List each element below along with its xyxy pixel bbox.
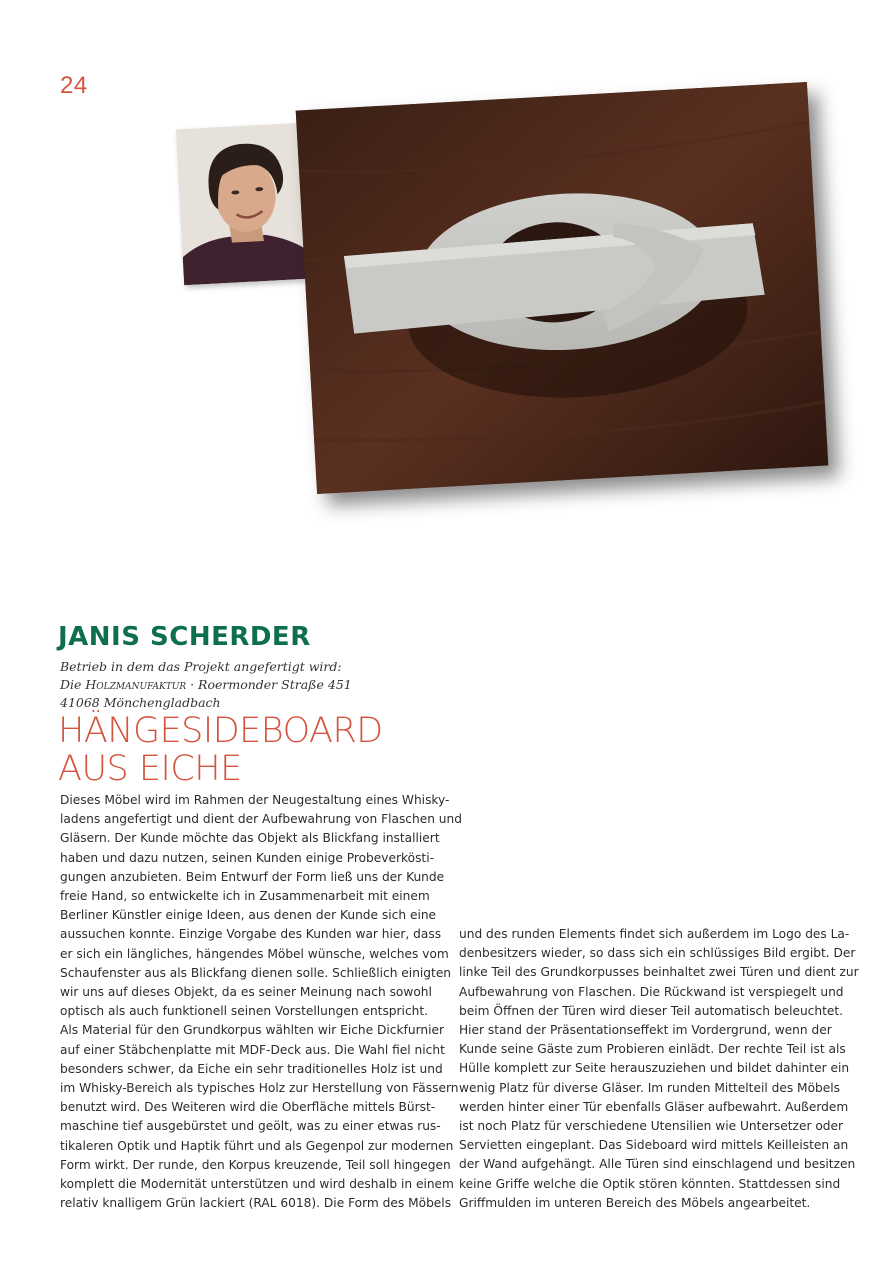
company-address-line [60,676,420,694]
body-text-line: Hülle komplett zur Seite herauszuziehen und bildet dahinter ein [459,1061,850,1076]
body-text-line: auf einer Stäbchenplatte mit MDF-Deck aus. Die Wahl fiel nicht [60,1042,445,1057]
body-text-line: Servietten eingeplant. Das Sideboard wird mittels Keilleisten an [459,1138,849,1153]
body-text-line: freie Hand, so entwickelte ich in Zusammenarbeit mit einem [60,889,430,904]
company-name: Holzmanufaktur [85,677,187,692]
body-text-line: Griffmulden im unteren Bereich des Möbels angearbeitet. [459,1195,811,1210]
body-text-line: er sich ein längliches, hängendes Möbel wünsche, welches vom [60,946,449,961]
body-text-line: wenig Platz für diverse Gläser. Im runden Mittelteil des Möbels [459,1080,840,1095]
body-text-line: beim Öffnen der Türen wird dieser Teil automatisch beleuchtet. [459,1003,844,1018]
headline-line-2: AUS EICHE [58,749,242,789]
headline-line-1: HÄNGESIDEBOARD [58,711,383,751]
body-text-line: und des runden Elements findet sich außerdem im Logo des La- [459,927,850,941]
production-info [60,658,420,712]
body-text-line: gungen anzubieten. Beim Entwurf der Form ließ uns der Kunde [60,869,445,884]
body-text-line: besonders schwer, da Eiche ein sehr traditionelles Holz ist und [60,1061,443,1076]
body-text-line: wir uns auf dieses Objekt, da es seiner Meinung nach sowohl [60,985,432,1000]
body-text-line: linke Teil des Grundkorpusses beinhaltet zwei Türen und dient zur [459,965,859,980]
body-text-line: Hier stand der Präsentationseffekt im Vordergrund, wenn der [459,1023,832,1038]
body-text-line: haben und dazu nutzen, seinen Kunden einige Probeverkösti- [60,850,434,865]
body-text-line: Aufbewahrung von Flaschen. Die Rückwand ist verspiegelt und [459,984,844,999]
body-text-line: ladens angefertigt und dient der Aufbewahrung von Flaschen und [60,812,462,827]
body-text-line: Gläsern. Der Kunde möchte das Objekt als Blickfang installiert [60,831,440,846]
author-name: JANIS SCHERDER [58,622,311,652]
body-text-line: denbesitzers wieder, so dass sich ein schlüssiges Bild ergibt. Der [459,946,856,961]
body-text-line: im Whisky-Bereich als typisches Holz zur Herstellung von Fässern [60,1081,459,1096]
body-text-line: Dieses Möbel wird im Rahmen der Neugestaltung eines Whisky- [60,793,450,807]
body-text-line: optisch als auch funktionell seinen Vorstellungen entspricht. [60,1004,429,1019]
body-text-line: aussuchen konnte. Einzige Vorgabe des Kunden war hier, dass [60,927,442,942]
body-text-line: relativ knalligem Grün lackiert (RAL 6018). Die Form des Möbels [60,1196,452,1211]
body-text-line: keine Griffe welche die Optik stören könnten. Stattdessen sind [459,1176,841,1191]
body-text-line: tikaleren Optik und Haptik führt und als Gegenpol zur modernen [60,1138,454,1153]
sideboard-model-photo [296,82,829,494]
company-street: · Roermonder Straße 451 [186,677,352,692]
page-number: 24 [60,72,88,99]
body-text-line: Schaufenster aus als Blickfang dienen solle. Schließlich einigten [60,965,452,980]
body-text-line: komplett die Modernität unterstützen und wird deshalb in einem [60,1177,454,1192]
company-city-line: 41068 Mönchengladbach [60,695,221,710]
body-column-right [459,925,859,1213]
body-text-line: Kunde seine Gäste zum Probieren einlädt. Der rechte Teil ist als [459,1042,846,1057]
body-text-line: maschine tief ausgebürstet und geölt, was zu einer etwas rus- [60,1119,441,1134]
body-column-left [60,791,462,1213]
body-text-line: Form wirkt. Der runde, den Korpus kreuzende, Teil soll hingegen [60,1157,451,1172]
body-text-line: Als Material für den Grundkorpus wählten wir Eiche Dickfurnier [60,1023,444,1038]
body-text-line: benutzt wird. Des Weiteren wird die Oberfläche mittels Bürst- [60,1100,436,1115]
body-text-line: Berliner Künstler einige Ideen, aus denen der Kunde sich eine [60,908,437,923]
body-text-line: werden hinter einer Tür ebenfalls Gläser aufbewahrt. Außerdem [459,1099,849,1114]
company-prefix: Die [60,677,86,692]
portrait-photo [176,123,312,285]
production-info-line: Betrieb in dem das Projekt angefertigt wird: [60,659,342,674]
body-text-line: der Wand aufgehängt. Alle Türen sind einschlagend und besitzen [459,1157,856,1172]
body-text-line: ist noch Platz für verschiedene Utensilien wie Untersetzer oder [459,1119,844,1134]
article-headline [58,712,383,788]
